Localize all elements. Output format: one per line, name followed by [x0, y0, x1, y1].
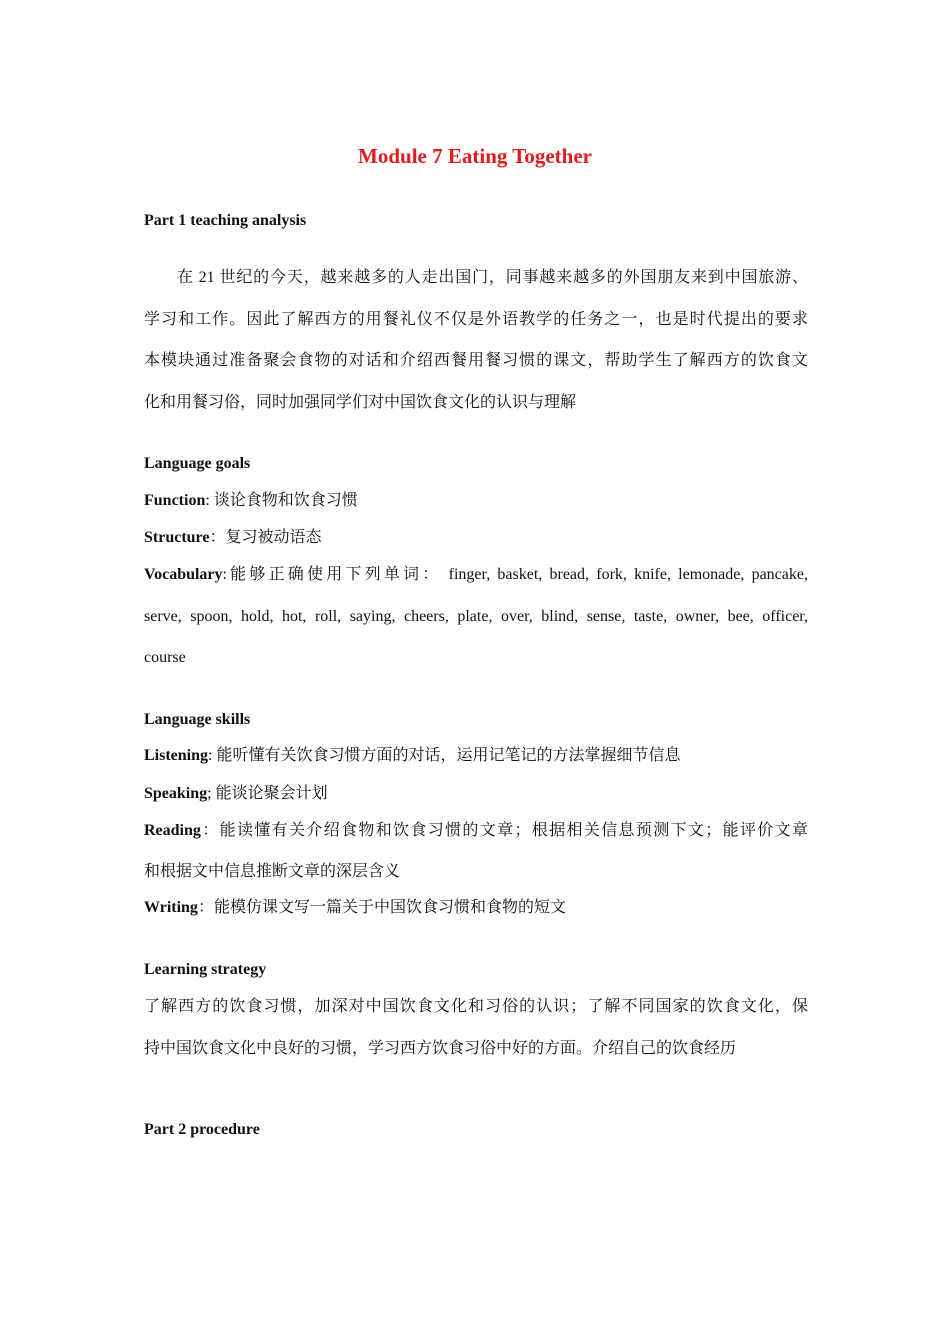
writing-line [144, 897, 808, 919]
intro-line-4: 化和用餐习俗，同时加强同学们对中国饮食文化的认识与理解 [144, 394, 577, 411]
speaking-line [144, 783, 808, 805]
function-text: : 谈论食物和饮食习惯 [205, 492, 358, 509]
speaking-text: ; 能谈论聚会计划 [207, 785, 328, 802]
document-title: Module 7 Eating Together [358, 144, 592, 168]
language-goals-heading: Language goals [144, 455, 251, 472]
learning-strategy-heading: Learning strategy [144, 961, 267, 978]
intro-line-3: 本模块通过准备聚会食物的对话和介绍西餐用餐习惯的课文，帮助学生了解西方的饮食文 [144, 352, 808, 369]
function-line [144, 490, 808, 512]
structure-line [144, 527, 808, 549]
reading-label: Reading [144, 822, 201, 839]
learning-strategy-line-2: 持中国饮食文化中良好的习惯，学习西方饮食习俗中好的方面。介绍自己的饮食经历 [144, 1040, 737, 1057]
function-label: Function [144, 492, 206, 509]
vocabulary-line-3: course [144, 649, 186, 666]
writing-text: ：能模仿课文写一篇关于中国饮食习惯和食物的短文 [197, 899, 566, 916]
listening-line [144, 745, 808, 767]
language-skills-heading: Language skills [144, 711, 251, 728]
writing-label: Writing [144, 899, 198, 916]
reading-text-1: ：能读懂有关介绍食物和饮食习惯的文章；根据相关信息预测下文；能评价文章 [200, 822, 808, 839]
intro-line-2: 学习和工作。因此了解西方的用餐礼仪不仅是外语教学的任务之一，也是时代提出的要求 [144, 311, 808, 328]
vocabulary-line-1 [144, 564, 808, 586]
structure-text: ：复习被动语态 [209, 529, 322, 546]
part2-heading: Part 2 procedure [144, 1121, 260, 1138]
listening-text: : 能听懂有关饮食习惯方面的对话，运用记笔记的方法掌握细节信息 [208, 747, 681, 764]
learning-strategy-line-1: 了解西方的饮食习惯，加深对中国饮食文化和习俗的认识；了解不同国家的饮食文化，保 [144, 998, 808, 1015]
vocabulary-text-1: :能够正确使用下列单词： finger, basket, bread, fork, knife, lemonade, pancake, [222, 566, 808, 583]
vocabulary-line-2: serve, spoon, hold, hot, roll, saying, cheers, plate, over, blind, sense, taste, owner, bee, officer, [144, 608, 808, 625]
listening-label: Listening [144, 747, 209, 764]
reading-line-2: 和根据文中信息推断文章的深层含义 [144, 863, 401, 880]
speaking-label: Speaking [144, 785, 208, 802]
intro-line-1: 在 21 世纪的今天，越来越多的人走出国门，同事越来越多的外国朋友来到中国旅游、 [177, 269, 808, 286]
reading-line-1 [144, 820, 808, 842]
structure-label: Structure [144, 529, 210, 546]
vocabulary-label: Vocabulary [144, 566, 223, 583]
part1-heading: Part 1 teaching analysis [144, 212, 307, 229]
